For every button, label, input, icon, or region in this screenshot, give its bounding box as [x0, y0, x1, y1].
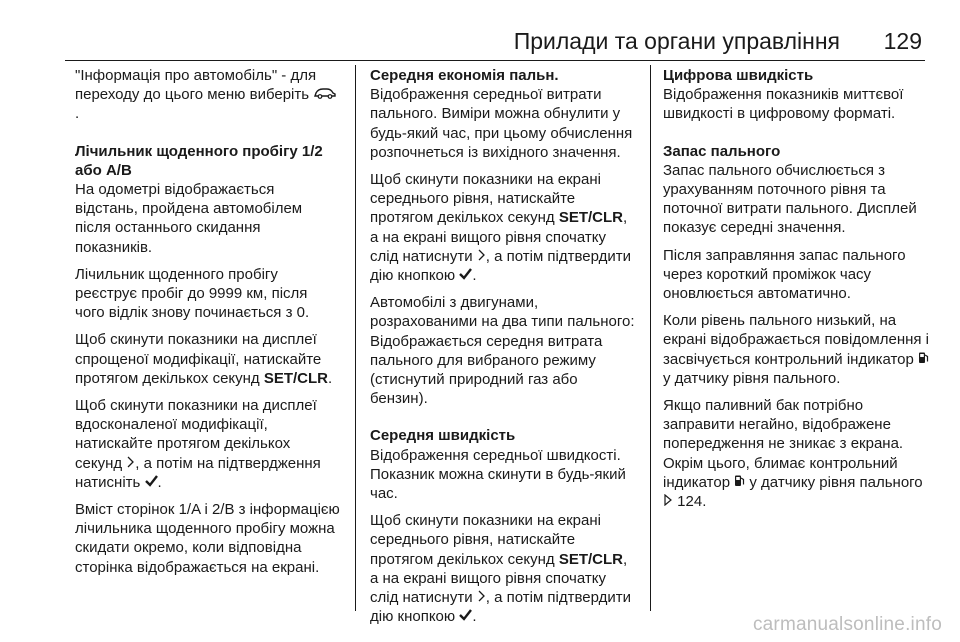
reference-arrow-icon[interactable] [663, 492, 673, 511]
avg-fuel-paragraph-2: Щоб скинути показники на екрані середнього рівня, натискайте протягом декількох секунд SET/CLR, а на екрані вищого рівня спочатку слід натиснути , а потім підтвердити дію кнопкою . [370, 171, 632, 285]
avg-speed-paragraph-1: Відображення середньої швидкості. Показник можна скинути в будь-який час. [370, 446, 626, 503]
column-3 [663, 66, 931, 519]
fuel-range-paragraph-4: Якщо паливний бак потрібно заправити негайно, відображене попередження не зникає з екрана. Окрім цього, блимає контрольний індикатор у датчику рівня пального 124. [663, 397, 923, 511]
chevron-right-icon [126, 454, 135, 473]
fuel-range-paragraph-2: Після заправляння запас пального через короткий проміжок часу оновлюється автоматично. [663, 246, 906, 303]
page-reference-link[interactable]: 124 [677, 493, 703, 511]
trip-paragraph-4: Щоб скинути показники на дисплеї вдосконаленої модифікації, натискайте протягом декількох секунд , а потім на підтвердження натисніть . [75, 397, 321, 491]
fuel-range-paragraph-1: Запас пального обчислюється з урахуванням поточного рівня та поточної витрати пального. Дисплей показує середні значення. [663, 161, 917, 237]
watermark: carmanualsonline.info [752, 614, 942, 635]
fuel-pump-icon [734, 473, 745, 492]
set-clr-label: SET/CLR [558, 209, 624, 227]
car-icon [313, 85, 337, 104]
column-2 [370, 66, 638, 634]
fuel-pump-icon [918, 350, 929, 369]
fuel-range-heading: Запас пального [663, 142, 781, 160]
page-title: Прилади та органи управління [513, 28, 840, 54]
checkmark-icon [145, 473, 158, 492]
trip-paragraph-1: На одометрі відображається відстань, пройдена автомобілем після останнього скидання показників. [75, 181, 303, 256]
chevron-right-icon [477, 588, 486, 607]
trip-paragraph-2: Лічильник щоденного пробігу реєструє пробіг до 9999 км, після чого відлік знову починається з 0. [75, 265, 310, 322]
avg-fuel-heading: Середня економія пальн. [370, 67, 559, 84]
column-divider-2 [650, 65, 651, 611]
digital-speed-heading: Цифрова швидкість [663, 67, 814, 84]
digital-speed-paragraph: Відображення показників миттєвої швидкості в цифровому форматі. [663, 86, 904, 123]
header-divider [65, 60, 925, 61]
intro-paragraph: "Інформація про автомобіль" - для переходу до цього меню виберіть . [75, 66, 341, 124]
checkmark-icon [459, 607, 472, 626]
set-clr-label: SET/CLR [558, 550, 624, 568]
chevron-right-icon [477, 247, 486, 266]
column-1 [75, 66, 341, 585]
trip-paragraph-3: Щоб скинути показники на дисплеї спрощеної модифікації, натискайте протягом декількох секунд SET/CLR. [75, 331, 333, 387]
column-divider-1 [355, 65, 356, 611]
set-clr-label: SET/CLR [263, 369, 329, 387]
avg-speed-paragraph-2: Щоб скинути показники на екрані середнього рівня, натискайте протягом декількох секунд SET/CLR, а на екрані вищого рівня спочатку слід натиснути , а потім підтвердити дію кнопкою . [370, 512, 632, 626]
checkmark-icon [459, 266, 472, 285]
trip-odometer-heading: Лічильник щоденного пробігу 1/2 або A/B [75, 142, 323, 179]
avg-fuel-paragraph-1: Відображення середньої витрати пального. Виміри можна обнулити у будь-який час, при цьому обчислення розпочнеться із вихідного значення. [370, 86, 633, 161]
page-header [0, 0, 960, 62]
avg-speed-heading: Середня швидкість [370, 427, 516, 445]
avg-fuel-paragraph-3: Автомобілі з двигунами, розрахованими на два типи пального: Відображається середня витрата пального для вибраного режиму (стиснутий природний газ або бензин). [370, 294, 635, 408]
trip-paragraph-5: Вміст сторінок 1/A і 2/B з інформацією лічильника щоденного пробігу можна скидати окремо, коли відповідна сторінка відображається на екрані. [75, 501, 340, 576]
fuel-range-paragraph-3: Коли рівень пального низький, на екрані відображається повідомлення і засвічується контрольний індикатор у датчику рівня пального. [663, 312, 930, 387]
page-number: 129 [883, 28, 922, 54]
